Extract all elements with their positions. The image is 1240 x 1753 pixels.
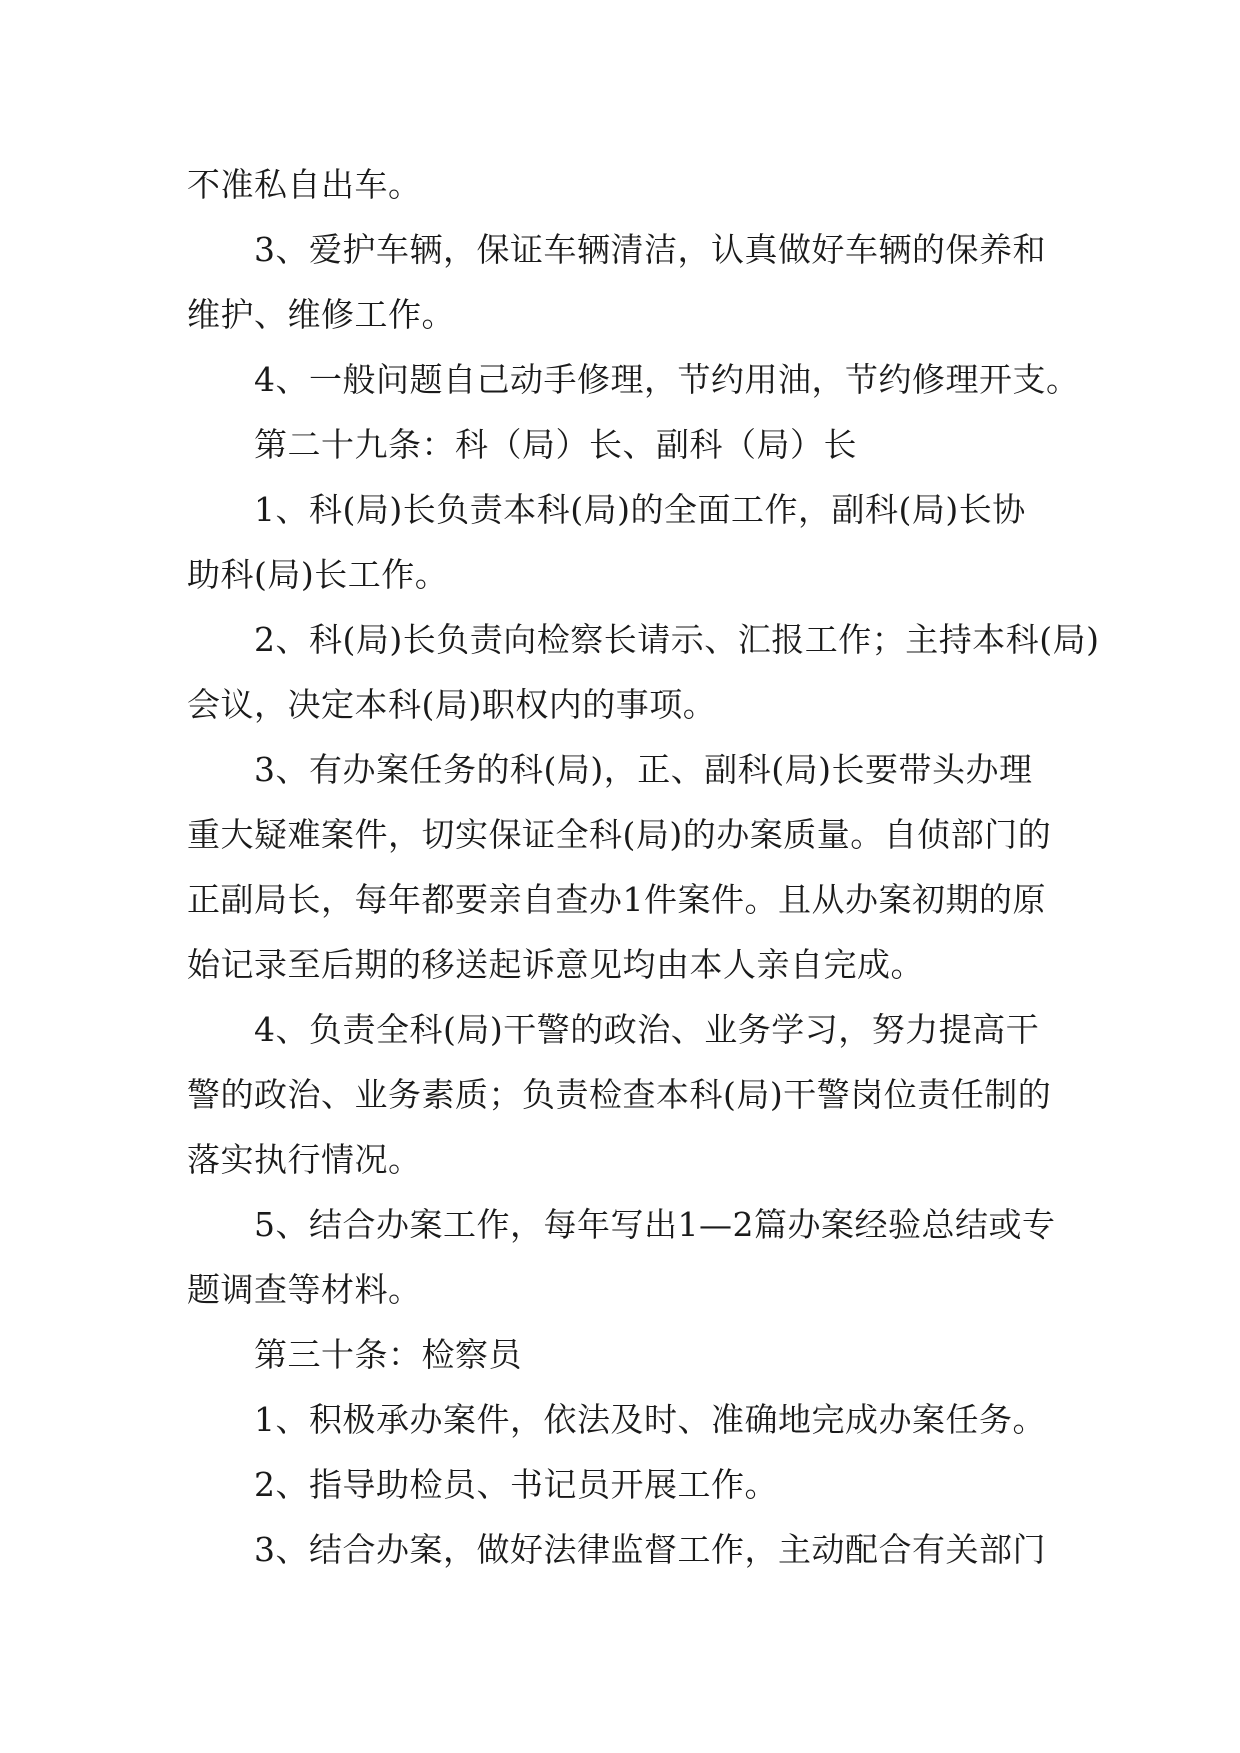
text-line: 会议，决定本科(局)职权内的事项。 [187,685,717,724]
paragraph [187,737,1067,997]
paragraph [187,997,1067,1192]
text-line: 5、结合办案工作，每年写出1—2篇办案经验总结或专 [254,1205,1056,1244]
text-line: 1、科(局)长负责本科(局)的全面工作，副科(局)长协 [254,490,1026,529]
paragraph [187,347,1080,412]
text-line: 3、爱护车辆，保证车辆清洁，认真做好车辆的保养和 [254,230,1046,269]
text-line: 警的政治、业务素质；负责检查本科(局)干警岗位责任制的 [187,1075,1052,1114]
section-heading [187,412,1067,477]
paragraph [187,1452,1067,1517]
text-line: 2、科(局)长负责向检察长请示、汇报工作；主持本科(局) [254,620,1100,659]
paragraph [187,477,1067,607]
text-line: 3、有办案任务的科(局)，正、副科(局)长要带头办理 [254,750,1033,789]
text-line: 2、指导助检员、书记员开展工作。 [254,1465,778,1504]
text-line: 4、一般问题自己动手修理，节约用油，节约修理开支。 [254,360,1080,399]
text-line: 3、结合办案，做好法律监督工作，主动配合有关部门 [254,1530,1046,1569]
paragraph [187,1517,1067,1582]
section-heading [187,1322,1067,1387]
text-line: 第三十条：检察员 [254,1335,522,1374]
paragraph [187,1387,1067,1452]
text-line: 题调查等材料。 [187,1270,422,1309]
text-line: 维护、维修工作。 [187,295,455,334]
paragraph [187,607,1100,737]
text-line: 4、负责全科(局)干警的政治、业务学习，努力提高干 [254,1010,1040,1049]
text-line: 第二十九条：科（局）长、副科（局）长 [254,425,857,464]
text-line: 1、积极承办案件，依法及时、准确地完成办案任务。 [254,1400,1046,1439]
document-body [187,152,1100,1582]
text-line: 重大疑难案件，切实保证全科(局)的办案质量。自侦部门的 [187,815,1052,854]
paragraph [187,217,1067,347]
text-line: 正副局长，每年都要亲自查办1件案件。且从办案初期的原 [187,880,1046,919]
text-line: 始记录至后期的移送起诉意见均由本人亲自完成。 [187,945,924,984]
text-line: 落实执行情况。 [187,1140,422,1179]
text-line: 助科(局)长工作。 [187,555,449,594]
text-line: 不准私自出车。 [187,165,422,204]
paragraph [187,1192,1067,1322]
paragraph [187,152,1067,217]
